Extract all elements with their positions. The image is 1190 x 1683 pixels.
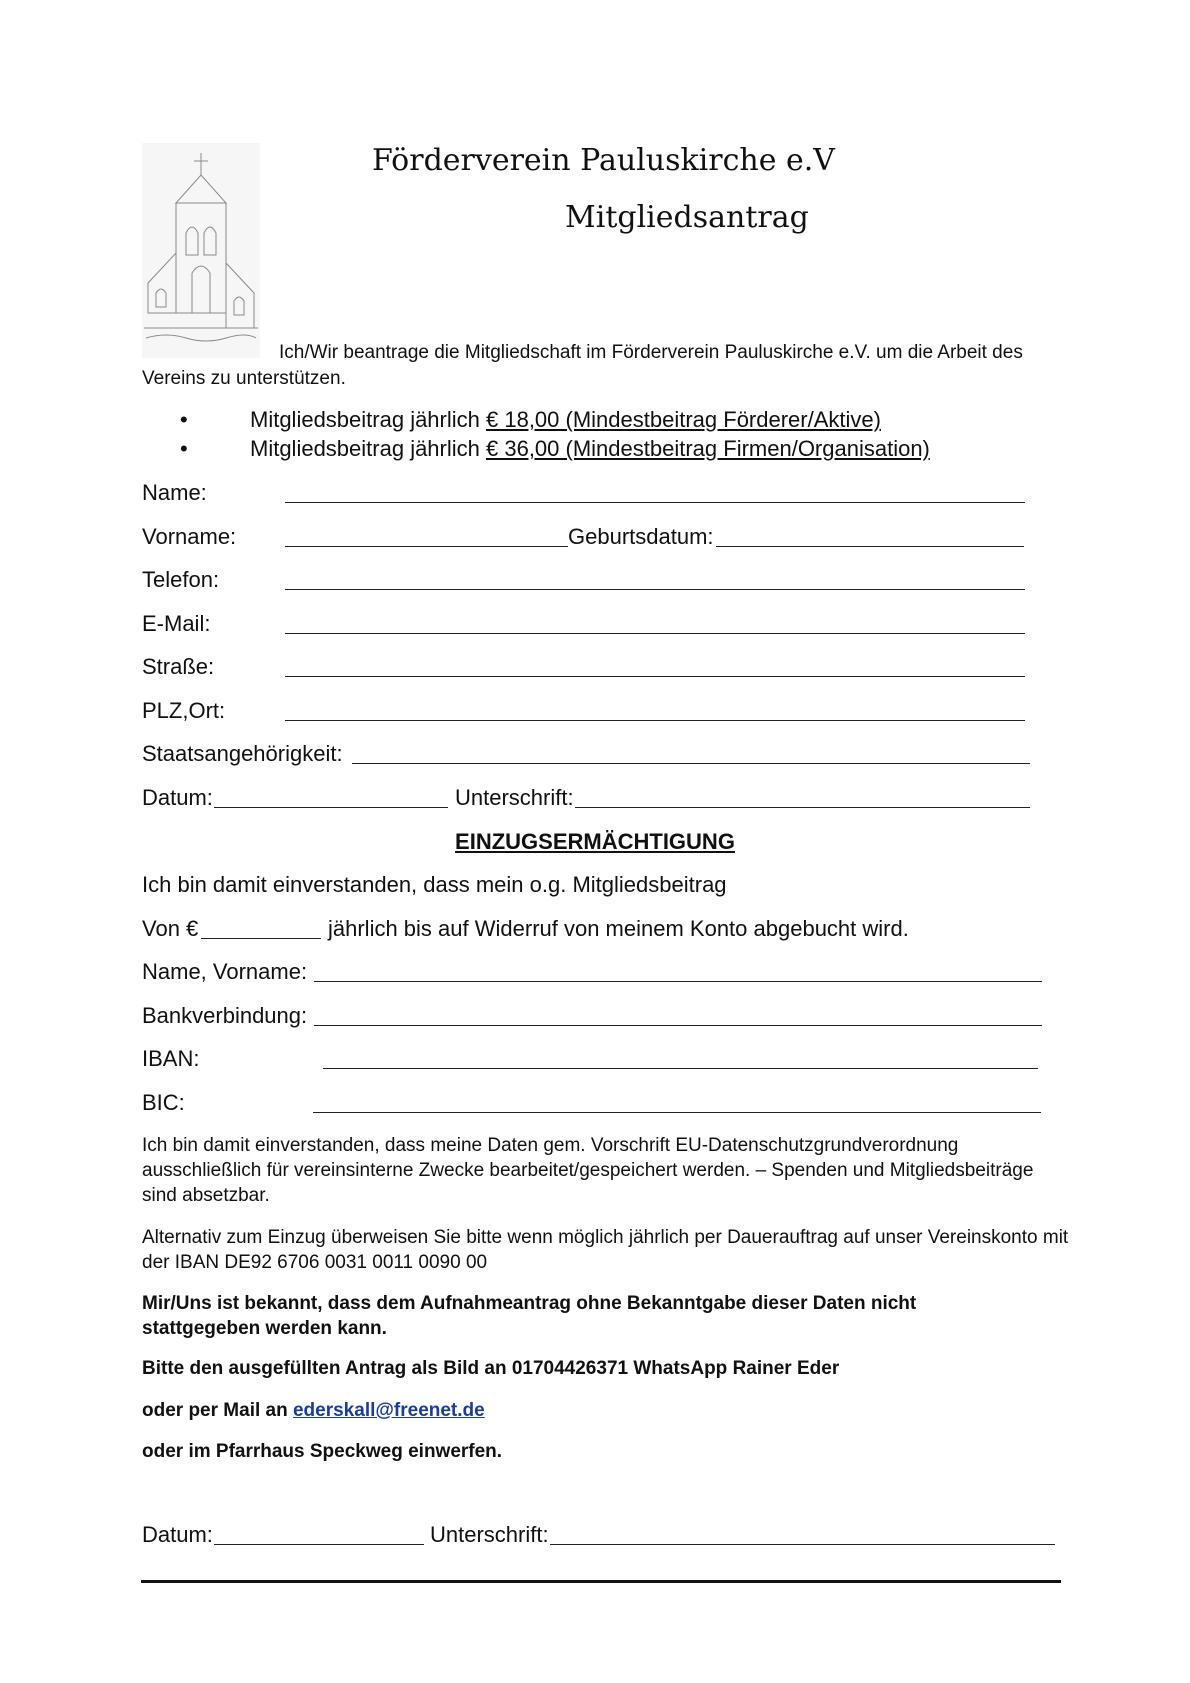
- bank-label: Bankverbindung:: [142, 1003, 308, 1028]
- strasse-label: Straße:: [142, 654, 215, 679]
- privacy-note: Ich bin damit einverstanden, dass meine Daten gem. Vorschrift EU-Datenschutzgrundverordnung ausschließlich für vereinsinterne Zwecke bearbeitet/gespeichert werden. – Spenden und Mitgliedsbeiträge sind absetzbar.: [142, 1135, 1034, 1206]
- church-drawing-icon: [142, 143, 260, 358]
- email-link[interactable]: ederskall@freenet.de: [292, 1400, 485, 1421]
- geburtsdatum-label: Geburtsdatum:: [568, 524, 714, 549]
- page-subtitle: Mitgliedsantrag: [565, 200, 809, 235]
- fee-prefix: Mitgliedsbeitrag jährlich: [250, 436, 486, 461]
- whatsapp-note: Bitte den ausgefüllten Antrag als Bild an 01704426371 WhatsApp Rainer Eder: [142, 1358, 840, 1379]
- von-label: Von €: [142, 916, 199, 941]
- name-label: Name:: [142, 480, 207, 505]
- page-title: Förderverein Pauluskirche e.V: [372, 143, 835, 178]
- footer-datum-label: Datum:: [142, 1522, 213, 1547]
- bank-field[interactable]: [314, 1025, 1042, 1026]
- alternative-note: Alternativ zum Einzug überweisen Sie bitte wenn möglich jährlich per Dauerauftrag auf unser Vereinskonto mit der IBAN DE92 6706 0031 0011 0090 00: [142, 1227, 1069, 1273]
- email-field[interactable]: [285, 633, 1025, 634]
- bic-field[interactable]: [313, 1112, 1041, 1113]
- bullet-icon: •: [180, 436, 188, 461]
- mandate-heading: EINZUGSERMÄCHTIGUNG: [455, 829, 735, 854]
- vorname-label: Vorname:: [142, 524, 237, 549]
- footer-datum-field[interactable]: [214, 1544, 424, 1545]
- name-vorname-label: Name, Vorname:: [142, 959, 308, 984]
- staatsangehoerigkeit-field[interactable]: [352, 763, 1030, 764]
- iban-label: IBAN:: [142, 1046, 200, 1071]
- required-note: Mir/Uns ist bekannt, dass dem Aufnahmeantrag ohne Bekanntgabe dieser Daten nicht stattgegeben werden kann.: [142, 1293, 917, 1339]
- geburtsdatum-field[interactable]: [716, 546, 1024, 547]
- email-label: E-Mail:: [142, 611, 211, 636]
- vorname-field[interactable]: [285, 546, 568, 547]
- fee-prefix: Mitgliedsbeitrag jährlich: [250, 407, 486, 432]
- name-field[interactable]: [285, 502, 1025, 503]
- footer-unterschrift-label: Unterschrift:: [430, 1522, 549, 1547]
- plz-ort-field[interactable]: [285, 720, 1025, 721]
- unterschrift-label: Unterschrift:: [455, 785, 574, 810]
- fee-amount: € 18,00 (Mindestbeitrag Förderer/Aktive): [486, 407, 881, 432]
- amount-field[interactable]: [201, 938, 321, 939]
- mail-prefix: oder per Mail an: [142, 1400, 293, 1421]
- mail-note: [142, 1398, 1072, 1423]
- datum-label: Datum:: [142, 785, 213, 810]
- mandate-consent: Ich bin damit einverstanden, dass mein o.g. Mitgliedsbeitrag: [142, 872, 727, 897]
- staatsangehoerigkeit-label: Staatsangehörigkeit:: [142, 741, 343, 766]
- von-suffix: jährlich bis auf Widerruf von meinem Konto abgebucht wird.: [328, 916, 909, 941]
- strasse-field[interactable]: [285, 676, 1025, 677]
- name-vorname-field[interactable]: [314, 981, 1042, 982]
- intro-text: Ich/Wir beantrage die Mitgliedschaft im Förderverein Pauluskirche e.V. um die Arbeit des Vereins zu unterstützen.: [142, 342, 1023, 389]
- footer-unterschrift-field[interactable]: [550, 1544, 1055, 1545]
- datum-field[interactable]: [214, 807, 448, 808]
- footer-divider: [141, 1580, 1061, 1583]
- plz-ort-label: PLZ,Ort:: [142, 698, 226, 723]
- telefon-label: Telefon:: [142, 567, 220, 592]
- bullet-icon: •: [180, 407, 188, 432]
- unterschrift-field[interactable]: [575, 807, 1030, 808]
- drop-note: oder im Pfarrhaus Speckweg einwerfen.: [142, 1441, 503, 1462]
- fee-amount: € 36,00 (Mindestbeitrag Firmen/Organisation): [486, 436, 930, 461]
- bic-label: BIC:: [142, 1090, 185, 1115]
- telefon-field[interactable]: [285, 589, 1025, 590]
- iban-field[interactable]: [323, 1068, 1038, 1069]
